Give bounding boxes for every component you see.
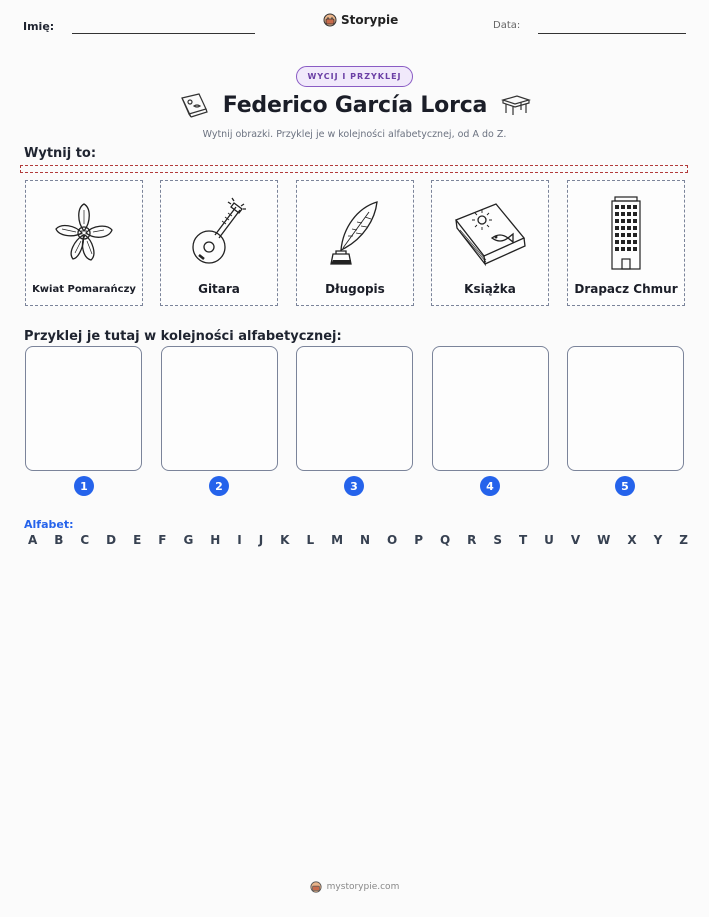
alphabet-letter: A bbox=[28, 533, 38, 547]
cut-card-book[interactable] bbox=[431, 180, 549, 306]
storypie-mascot-icon bbox=[310, 881, 322, 893]
instructions: Wytnij obrazki. Przyklej je w kolejności alfabetycznej, od A do Z. bbox=[202, 129, 507, 140]
alphabet-letter: R bbox=[467, 533, 477, 547]
alphabet-letter: Y bbox=[653, 533, 663, 547]
cut-card-orange-blossom[interactable] bbox=[25, 180, 143, 306]
slot-number-1: 1 bbox=[74, 476, 94, 496]
date-label: Data: bbox=[493, 20, 521, 31]
slot-number-4: 4 bbox=[480, 476, 500, 496]
alphabet-letter: E bbox=[133, 533, 142, 547]
quill-pen-icon bbox=[325, 198, 385, 268]
alphabet-letter: G bbox=[183, 533, 194, 547]
alphabet-letter: U bbox=[544, 533, 554, 547]
alphabet-label: Alfabet: bbox=[24, 518, 74, 531]
skyscraper-icon bbox=[606, 195, 646, 271]
alphabet-letter: M bbox=[331, 533, 344, 547]
name-label: Imię: bbox=[23, 20, 55, 33]
alphabet-letter: F bbox=[158, 533, 167, 547]
alphabet-letter: H bbox=[210, 533, 221, 547]
slot-number-5: 5 bbox=[615, 476, 635, 496]
book-icon bbox=[452, 198, 528, 268]
cut-card-guitar[interactable] bbox=[160, 180, 278, 306]
cut-card-pen[interactable] bbox=[296, 180, 414, 306]
alphabet-letter: O bbox=[387, 533, 398, 547]
footer bbox=[0, 881, 709, 893]
slot-number-2: 2 bbox=[209, 476, 229, 496]
alphabet-letter: S bbox=[493, 533, 502, 547]
guitar-icon bbox=[184, 197, 254, 269]
card-label: Książka bbox=[464, 282, 516, 296]
alphabet-letter: X bbox=[627, 533, 637, 547]
slot-number-3: 3 bbox=[344, 476, 364, 496]
footer-url[interactable]: mystorypie.com bbox=[326, 882, 400, 892]
alphabet-letter: J bbox=[258, 533, 264, 547]
paste-box-1[interactable] bbox=[25, 346, 142, 471]
card-label: Długopis bbox=[325, 282, 385, 296]
table-doodle-icon bbox=[501, 94, 531, 116]
alphabet-letter: V bbox=[570, 533, 581, 547]
paste-box-4[interactable] bbox=[432, 346, 549, 471]
alphabet-row bbox=[28, 533, 688, 547]
cut-dashed-line bbox=[20, 165, 688, 173]
flower-icon bbox=[49, 198, 119, 268]
book-doodle-icon bbox=[179, 92, 209, 118]
alphabet-letter: W bbox=[597, 533, 611, 547]
alphabet-letter: C bbox=[80, 533, 90, 547]
alphabet-letter: K bbox=[280, 533, 290, 547]
storypie-mascot-icon bbox=[323, 13, 337, 27]
title-row bbox=[175, 92, 535, 118]
card-label: Kwiat Pomarańczy bbox=[32, 284, 136, 295]
alphabet-letter: Z bbox=[679, 533, 688, 547]
paste-box-3[interactable] bbox=[296, 346, 413, 471]
alphabet-letter: N bbox=[360, 533, 371, 547]
date-line[interactable] bbox=[538, 33, 686, 34]
card-label: Drapacz Chmur bbox=[574, 282, 678, 296]
name-line[interactable] bbox=[72, 33, 255, 34]
activity-badge: WYCIJ I PRZYKLEJ bbox=[296, 66, 413, 87]
cut-card-skyscraper[interactable] bbox=[567, 180, 685, 306]
card-label: Gitara bbox=[198, 282, 240, 296]
alphabet-letter: Q bbox=[439, 533, 451, 547]
alphabet-letter: L bbox=[306, 533, 315, 547]
paste-box-2[interactable] bbox=[161, 346, 278, 471]
brand-name: Storypie bbox=[341, 13, 399, 27]
alphabet-letter: P bbox=[414, 533, 423, 547]
alphabet-letter: D bbox=[106, 533, 117, 547]
alphabet-letter: T bbox=[518, 533, 528, 547]
paste-box-5[interactable] bbox=[567, 346, 684, 471]
alphabet-letter: B bbox=[54, 533, 64, 547]
cut-section-label: Wytnij to: bbox=[24, 146, 97, 161]
paste-section-label: Przyklej je tutaj w kolejności alfabetycznej: bbox=[24, 329, 342, 344]
brand-logo bbox=[323, 13, 398, 27]
page-title: Federico García Lorca bbox=[222, 92, 488, 118]
alphabet-letter: I bbox=[237, 533, 242, 547]
